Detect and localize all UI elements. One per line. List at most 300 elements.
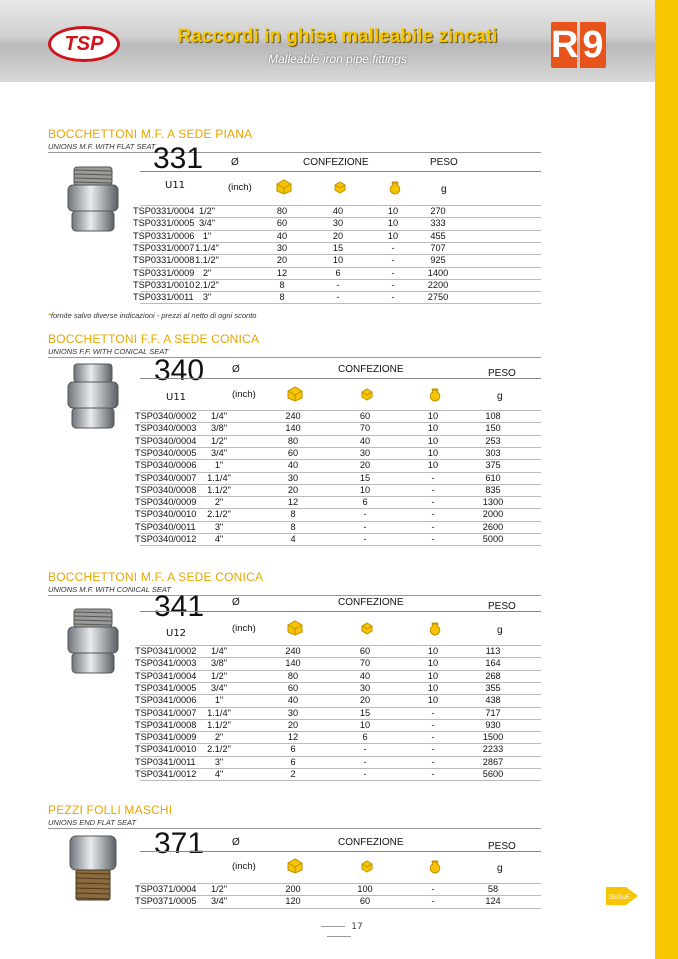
cell-size: 3" (202, 292, 212, 303)
cell-pack-large: 8 (279, 292, 285, 303)
next-page-arrow[interactable] (606, 885, 638, 907)
cell-item-code: TSP0371/0004 (135, 884, 197, 894)
cell-pack-large: 12 (276, 267, 288, 278)
bottom-end (72, 211, 114, 231)
hex-nut (68, 185, 118, 211)
cell-size: 2.1/2" (207, 509, 231, 520)
cell-weight: 108 (485, 411, 501, 421)
table-row (133, 217, 541, 229)
cell-pack-large: 30 (287, 707, 299, 718)
header-rule (140, 611, 541, 612)
table-row (135, 410, 541, 422)
cell-item-code: TSP0340/0004 (135, 435, 197, 446)
cell-item-code: TSP0340/0012 (135, 534, 197, 544)
cell-size: 3/4" (198, 218, 216, 229)
cell-size: 1.1/2" (207, 484, 231, 495)
cell-size: 1.1/2" (207, 719, 231, 730)
cell-size: 1/2" (210, 435, 228, 446)
cell-size: 2.1/2" (207, 744, 231, 755)
cell-weight: 268 (485, 670, 501, 681)
cell-item-code: TSP0341/0009 (135, 732, 197, 743)
cell-pack-small: 6 (362, 497, 368, 508)
cell-item-code: TSP0341/0004 (135, 670, 197, 681)
product-variant: U11 (165, 180, 186, 191)
page-subtitle: Malleable iron pipe fittings (268, 52, 407, 66)
cell-item-code: TSP0371/0005 (135, 896, 197, 907)
nut-body (70, 836, 116, 870)
cell-item-code: TSP0340/0003 (135, 423, 197, 434)
inch-header: (inch) (232, 623, 256, 634)
cell-pack-bag: - (431, 534, 435, 544)
cell-pack-large: 200 (285, 884, 301, 894)
cell-weight: 1500 (482, 732, 504, 743)
cell-pack-bag: 10 (427, 646, 439, 656)
cell-weight: 2000 (482, 509, 504, 520)
cell-pack-large: 60 (287, 447, 299, 458)
cell-pack-bag: 10 (427, 411, 439, 421)
page-title: Raccordi in ghisa malleabile zincati (177, 26, 498, 47)
section-rule (48, 152, 541, 153)
product-photo-male-end (62, 834, 124, 904)
cell-pack-large: 240 (285, 646, 301, 656)
cell-item-code: TSP0341/0008 (135, 719, 197, 730)
bag-icon (427, 386, 443, 402)
weight-header: PESO (488, 601, 516, 612)
cell-pack-small: 20 (359, 695, 371, 706)
cell-pack-bag: - (391, 255, 395, 266)
cell-pack-large: 8 (279, 279, 285, 290)
product-variant: U12 (166, 628, 187, 639)
cell-pack-bag: 10 (427, 670, 439, 681)
cell-weight: 1300 (482, 497, 504, 508)
hex-nut (68, 382, 118, 408)
cell-weight: 2750 (427, 292, 449, 303)
bag-icon (427, 858, 443, 874)
product-variant: U11 (166, 392, 187, 403)
cell-pack-small: - (363, 509, 367, 520)
cell-size: 3/4" (210, 896, 228, 907)
cell-pack-small: 40 (359, 435, 371, 446)
cell-pack-small: 40 (359, 670, 371, 681)
table-row (133, 291, 541, 303)
cell-pack-large: 120 (285, 896, 301, 907)
box-large-icon (287, 858, 303, 874)
cell-pack-bag: 10 (427, 423, 439, 434)
cell-weight: 2600 (482, 521, 504, 532)
product-photo-union-ff (62, 362, 124, 432)
cell-item-code: TSP0340/0005 (135, 447, 197, 458)
cell-weight: 253 (485, 435, 501, 446)
cell-pack-bag: 10 (427, 682, 439, 693)
table-row (135, 422, 541, 434)
cell-size: 4" (214, 534, 224, 544)
cell-pack-small: 15 (359, 707, 371, 718)
section-rule (48, 595, 541, 596)
cell-size: 3" (214, 756, 224, 767)
cell-pack-bag: - (431, 484, 435, 495)
cell-size: 1/2" (198, 206, 216, 216)
cell-pack-large: 30 (276, 242, 288, 253)
cell-weight: 1400 (427, 267, 449, 278)
cell-size: 2.1/2" (195, 279, 219, 290)
cell-size: 1/4" (210, 646, 228, 656)
cell-size: 1.1/4" (207, 707, 231, 718)
cell-item-code: TSP0331/0009 (133, 267, 195, 278)
cell-pack-small: - (363, 521, 367, 532)
grams-header: g (497, 391, 503, 402)
cell-pack-small: 40 (332, 206, 344, 216)
page-number: 17 (300, 922, 378, 942)
cell-pack-large: 80 (287, 435, 299, 446)
cell-pack-bag: - (431, 719, 435, 730)
cell-pack-small: 15 (332, 242, 344, 253)
yellow-sidebar (655, 0, 678, 959)
cell-size: 1/2" (210, 884, 228, 894)
cell-size: 1.1/4" (195, 242, 219, 253)
cell-item-code: TSP0331/0007 (133, 242, 195, 253)
cell-weight: 355 (485, 682, 501, 693)
cell-pack-small: - (336, 292, 340, 303)
threaded-end (76, 870, 110, 900)
cell-pack-small: 10 (359, 719, 371, 730)
cell-pack-bag: - (431, 884, 435, 894)
cell-weight: 150 (485, 423, 501, 434)
table-end-rule (140, 545, 541, 546)
grams-header: g (497, 625, 503, 636)
cell-size: 1.1/2" (195, 255, 219, 266)
weight-header: PESO (488, 841, 516, 852)
table-row (135, 645, 541, 657)
box-small-icon (332, 179, 348, 195)
cell-pack-large: 6 (290, 744, 296, 755)
cell-pack-small: 30 (359, 447, 371, 458)
footnote (48, 311, 256, 320)
cell-size: 2" (214, 732, 224, 743)
cell-pack-bag: 10 (427, 447, 439, 458)
cell-pack-large: 4 (290, 534, 296, 544)
cell-item-code: TSP0341/0006 (135, 695, 197, 706)
cell-size: 1" (214, 460, 224, 471)
table-end-rule (140, 303, 541, 304)
cell-pack-large: 80 (287, 670, 299, 681)
cell-weight: 455 (430, 230, 446, 241)
section-title: BOCCHETTONI M.F. A SEDE CONICA (48, 570, 264, 584)
cell-pack-small: 70 (359, 423, 371, 434)
cell-pack-bag: 10 (387, 218, 399, 229)
cell-item-code: TSP0341/0012 (135, 769, 197, 779)
table-row (135, 459, 541, 471)
table-row (135, 768, 541, 780)
cell-pack-large: 2 (290, 769, 296, 779)
cell-pack-small: - (363, 744, 367, 755)
cell-pack-small: 30 (332, 218, 344, 229)
cell-weight: 5000 (482, 534, 504, 544)
cell-item-code: TSP0341/0007 (135, 707, 197, 718)
cell-pack-large: 20 (287, 484, 299, 495)
cell-weight: 717 (485, 707, 501, 718)
r9-logo-letter-r: R (551, 24, 579, 66)
cell-pack-small: 60 (359, 646, 371, 656)
cell-weight: 707 (430, 242, 446, 253)
cell-size: 1/4" (210, 411, 228, 421)
cell-pack-bag: - (391, 242, 395, 253)
cell-item-code: TSP0340/0007 (135, 472, 197, 483)
cell-pack-bag: - (431, 707, 435, 718)
cell-size: 4" (214, 769, 224, 779)
cell-item-code: TSP0340/0008 (135, 484, 197, 495)
cell-pack-bag: - (431, 769, 435, 779)
fitting-image (62, 362, 124, 432)
cell-weight: 333 (430, 218, 446, 229)
diameter-header: Ø (232, 597, 240, 608)
fitting-image (62, 834, 124, 904)
product-code: 331 (153, 142, 204, 175)
cell-pack-bag: - (391, 279, 395, 290)
section-subtitle: UNIONS F.F. WITH CONICAL SEAT (48, 347, 169, 356)
cell-pack-large: 6 (290, 756, 296, 767)
section-subtitle: UNIONS END FLAT SEAT (48, 818, 137, 827)
cell-pack-small: - (363, 756, 367, 767)
table-row (135, 484, 541, 496)
cell-pack-bag: - (431, 896, 435, 907)
cell-weight: 835 (485, 484, 501, 495)
product-code: 371 (154, 827, 205, 860)
cell-pack-bag: 10 (387, 206, 399, 216)
cell-item-code: TSP0341/0002 (135, 646, 197, 656)
cell-weight: 930 (485, 719, 501, 730)
section-rule (48, 828, 541, 829)
product-photo-union-mf (62, 607, 124, 677)
cell-pack-large: 12 (287, 497, 299, 508)
cell-item-code: TSP0340/0009 (135, 497, 197, 508)
cell-weight: 124 (485, 896, 501, 907)
cell-size: 2" (202, 267, 212, 278)
cell-pack-bag: 10 (387, 230, 399, 241)
cell-pack-small: 100 (357, 884, 373, 894)
cell-item-code: TSP0340/0010 (135, 509, 197, 520)
cell-pack-small: 60 (359, 411, 371, 421)
cell-pack-small: 15 (359, 472, 371, 483)
cell-pack-large: 20 (287, 719, 299, 730)
cell-pack-small: 70 (359, 658, 371, 669)
box-small-icon (359, 386, 375, 402)
cell-pack-large: 240 (285, 411, 301, 421)
cell-pack-large: 80 (276, 206, 288, 216)
diameter-header: Ø (232, 837, 240, 848)
cell-pack-bag: 10 (427, 695, 439, 706)
cell-pack-large: 8 (290, 521, 296, 532)
section-title: BOCCHETTONI M.F. A SEDE PIANA (48, 127, 253, 141)
table-row (135, 472, 541, 484)
inch-header: (inch) (232, 861, 256, 872)
header-rule (140, 378, 541, 379)
bag-icon (387, 179, 403, 195)
cell-size: 1" (202, 230, 212, 241)
bottom-end (72, 653, 114, 673)
cell-item-code: TSP0331/0006 (133, 230, 195, 241)
diameter-header: Ø (231, 157, 239, 168)
cell-weight: 2867 (482, 756, 504, 767)
r9-logo (551, 22, 607, 68)
table-row (133, 242, 541, 254)
table-row (135, 657, 541, 669)
table-row (135, 731, 541, 743)
cell-item-code: TSP0331/0004 (133, 206, 195, 216)
table-row (135, 743, 541, 755)
r9-logo-letter-9: 9 (580, 22, 606, 68)
cell-pack-large: 60 (276, 218, 288, 229)
cell-item-code: TSP0331/0010 (133, 279, 195, 290)
section-title: BOCCHETTONI F.F. A SEDE CONICA (48, 332, 260, 346)
cell-pack-large: 30 (287, 472, 299, 483)
table-row (133, 230, 541, 242)
cell-pack-small: - (363, 534, 367, 544)
table-row (135, 508, 541, 520)
table-row (133, 205, 541, 217)
cell-weight: 58 (487, 884, 499, 894)
cell-item-code: TSP0341/0011 (135, 756, 196, 767)
cell-pack-large: 12 (287, 732, 299, 743)
cell-size: 3" (214, 521, 224, 532)
table-row (135, 694, 541, 706)
table-row (135, 883, 541, 895)
product-code: 340 (154, 354, 205, 387)
cell-size: 3/4" (210, 447, 228, 458)
cell-pack-large: 40 (276, 230, 288, 241)
hex-nut (68, 627, 118, 653)
cell-pack-bag: 10 (427, 435, 439, 446)
cell-item-code: TSP0340/0002 (135, 411, 197, 421)
cell-size: 1.1/4" (207, 472, 231, 483)
cell-item-code: TSP0331/0008 (133, 255, 195, 266)
table-row (135, 756, 541, 768)
cell-weight: 164 (485, 658, 501, 669)
cell-weight: 375 (485, 460, 501, 471)
table-row (135, 682, 541, 694)
cell-weight: 610 (485, 472, 501, 483)
cell-pack-bag: - (391, 267, 395, 278)
cell-item-code: TSP0340/0006 (135, 460, 197, 471)
box-large-icon (276, 179, 292, 195)
box-small-icon (359, 620, 375, 636)
packaging-header: CONFEZIONE (338, 837, 404, 848)
inch-header: (inch) (228, 182, 252, 193)
diameter-header: Ø (232, 364, 240, 375)
table-row (135, 521, 541, 533)
table-row (135, 707, 541, 719)
cell-size: 3/8" (210, 423, 228, 434)
packaging-header: CONFEZIONE (338, 597, 404, 608)
cell-weight: 5600 (482, 769, 504, 779)
cell-pack-small: - (336, 279, 340, 290)
table-row (135, 496, 541, 508)
weight-header: PESO (430, 157, 458, 168)
table-end-rule (140, 908, 541, 909)
product-photo-union-flat (62, 165, 124, 235)
cell-size: 3/4" (210, 682, 228, 693)
cell-weight: 2200 (427, 279, 449, 290)
section-rule (48, 357, 541, 358)
cell-weight: 113 (485, 646, 501, 656)
bottom-end (72, 408, 114, 428)
fitting-image (62, 607, 124, 677)
cell-pack-bag: - (431, 509, 435, 520)
cell-pack-large: 140 (285, 423, 301, 434)
product-code: 341 (154, 590, 205, 623)
header-rule (140, 851, 541, 852)
cell-pack-large: 40 (287, 695, 299, 706)
section-title: PEZZI FOLLI MASCHI (48, 803, 173, 817)
cell-pack-bag: - (391, 292, 395, 303)
footnote-text: fornite salvo diverse indicazioni - prezzi al netto di ogni sconto (50, 311, 257, 320)
tsp-logo: TSP (48, 26, 120, 62)
top-end (74, 364, 112, 382)
cell-pack-bag: 10 (427, 460, 439, 471)
table-row (135, 435, 541, 447)
grams-header: g (497, 863, 503, 874)
table-row (135, 895, 541, 907)
cell-pack-large: 40 (287, 460, 299, 471)
cell-pack-small: 6 (335, 267, 341, 278)
table-row (135, 447, 541, 459)
table-row (135, 670, 541, 682)
next-page-label[interactable]: SEGUE (609, 895, 631, 901)
cell-pack-bag: - (431, 732, 435, 743)
bag-icon (427, 620, 443, 636)
fitting-image (62, 165, 124, 235)
cell-pack-small: 20 (359, 460, 371, 471)
table-row (133, 267, 541, 279)
table-row (135, 533, 541, 545)
cell-item-code: TSP0341/0003 (135, 658, 197, 669)
section-subtitle: UNIONS M.F. WITH FLAT SEAT (48, 142, 156, 151)
cell-pack-bag: - (431, 521, 435, 532)
cell-weight: 438 (485, 695, 501, 706)
cell-pack-small: 20 (332, 230, 344, 241)
cell-pack-large: 20 (276, 255, 288, 266)
cell-weight: 925 (430, 255, 446, 266)
table-row (133, 279, 541, 291)
cell-weight: 303 (485, 447, 501, 458)
cell-pack-bag: - (431, 472, 435, 483)
cell-weight: 2233 (482, 744, 504, 755)
cell-pack-large: 140 (285, 658, 301, 669)
table-row (133, 254, 541, 266)
cell-pack-large: 60 (287, 682, 299, 693)
footnote-marker: * (48, 311, 51, 320)
cell-size: 2" (214, 497, 224, 508)
cell-pack-bag: 10 (427, 658, 439, 669)
cell-item-code: TSP0341/0005 (135, 682, 197, 693)
cell-pack-small: 10 (332, 255, 344, 266)
cell-pack-small: 60 (359, 896, 371, 907)
box-large-icon (287, 620, 303, 636)
cell-item-code: TSP0331/0011 (133, 292, 194, 303)
cell-size: 3/8" (210, 658, 228, 669)
cell-pack-small: 6 (362, 732, 368, 743)
table-row (135, 719, 541, 731)
cell-item-code: TSP0341/0010 (135, 744, 197, 755)
cell-pack-bag: - (431, 756, 435, 767)
box-small-icon (359, 858, 375, 874)
cell-pack-small: 30 (359, 682, 371, 693)
cell-weight: 270 (430, 206, 446, 216)
cell-pack-bag: - (431, 497, 435, 508)
page-header (0, 0, 655, 82)
cell-item-code: TSP0331/0005 (133, 218, 195, 229)
section-subtitle: UNIONS M.F. WITH CONICAL SEAT (48, 585, 171, 594)
cell-size: 1/2" (210, 670, 228, 681)
